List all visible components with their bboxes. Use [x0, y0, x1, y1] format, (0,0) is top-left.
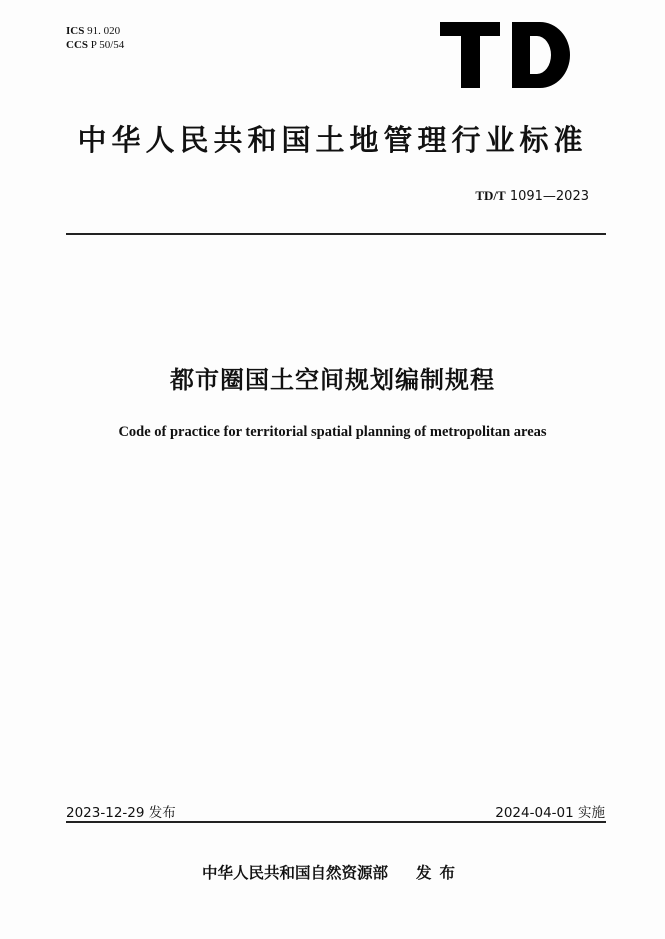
- implement-date: 2024-04-01 实施: [495, 805, 605, 821]
- issuer-name: 中华人民共和国自然资源部: [201, 864, 388, 882]
- ics-value: 91. 020: [87, 25, 121, 37]
- title-english: Code of practice for territorial spatial planning of metropolitan areas: [118, 424, 547, 440]
- top-divider: [66, 233, 606, 235]
- classification-block: [66, 24, 124, 52]
- td-logo: [440, 22, 570, 88]
- bottom-divider: [66, 821, 606, 823]
- standard-code: [475, 188, 589, 204]
- issuer-action: 发布: [416, 864, 464, 882]
- ics-line: [66, 24, 124, 38]
- issuer-line: [0, 861, 665, 883]
- ics-label: ICS: [66, 25, 85, 37]
- title-chinese: 都市圈国土空间规划编制规程: [170, 366, 495, 394]
- issue-date: 2023-12-29 发布: [66, 805, 176, 821]
- ccs-value: P 50/54: [90, 39, 125, 51]
- standard-code-number: 1091—2023: [509, 189, 589, 204]
- ccs-line: [66, 38, 124, 52]
- ccs-label: CCS: [66, 39, 89, 51]
- organization-title: 中华人民共和国土地管理行业标准: [77, 123, 588, 157]
- standard-code-prefix: TD/T: [475, 188, 506, 203]
